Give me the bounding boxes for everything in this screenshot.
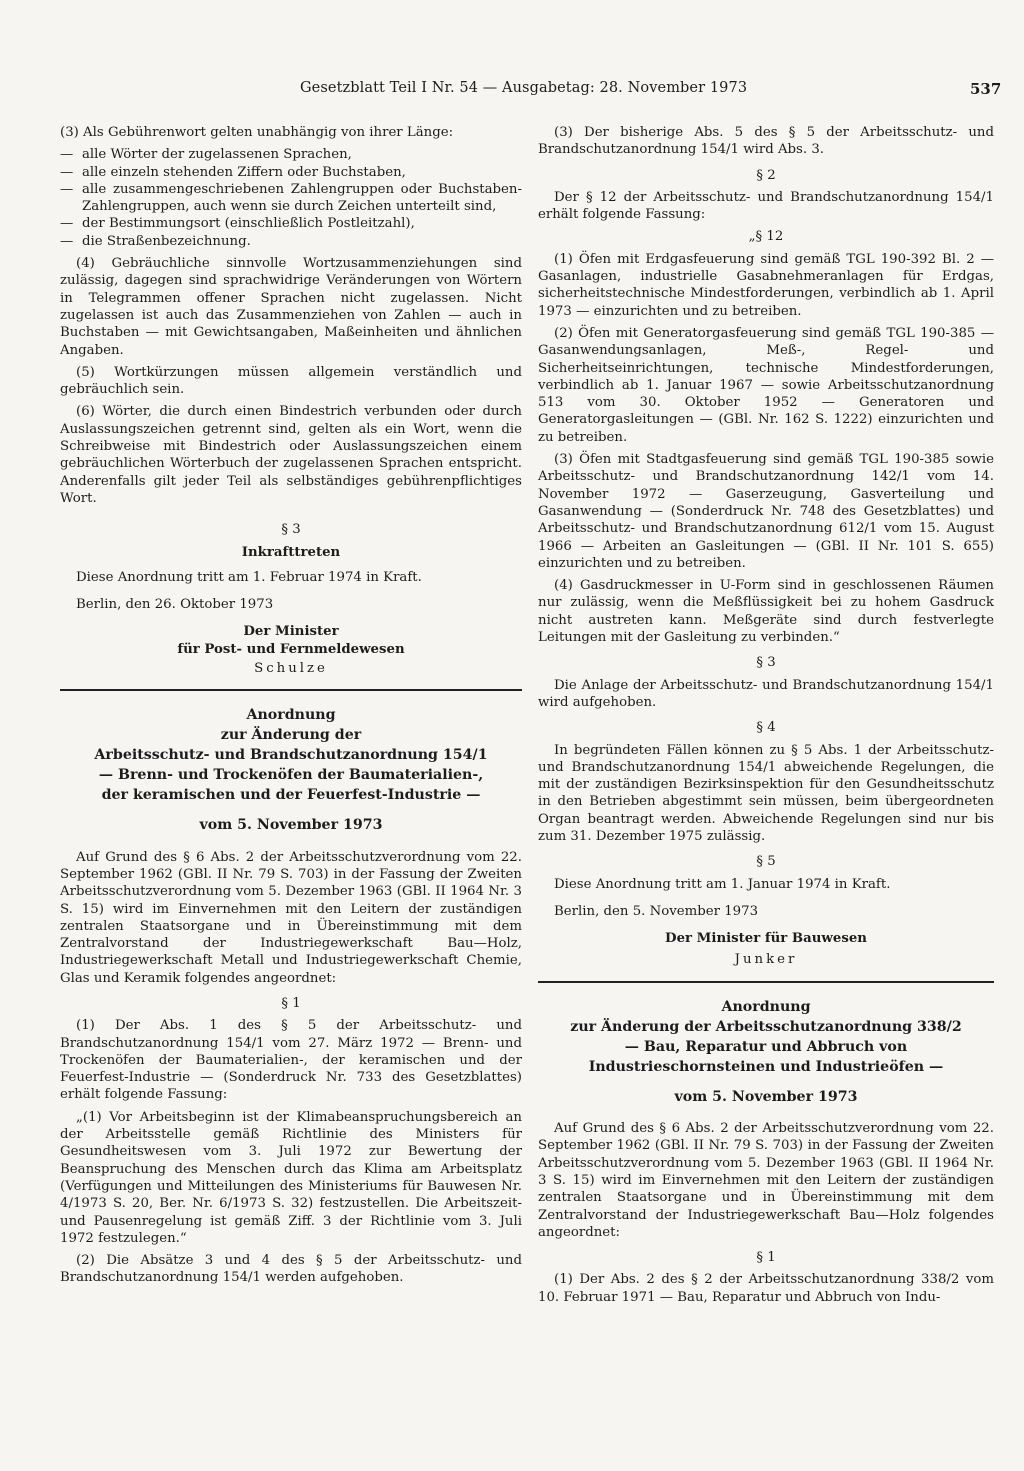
section-4-number: § 4 xyxy=(756,720,776,736)
ordinance-preamble: Auf Grund des § 6 Abs. 2 der Arbeitsschutzverordnung vom 22. September 1962 (GBl. II Nr. 79 S. 703) in der Fassung der Zweiten Arbeitsschutzverordnung vom 5. Dezember 1963 (GBl. II 1964 Nr. 3 S. 15) wird im Einvernehmen mit den Leitern der zuständigen zentralen Staatsorgane und in Übereinstimmung mit dem Zentralvorstand der Industriegewerkschaft Bau—Holz folgendes angeordnet: xyxy=(538,1121,994,1240)
list-item: — der Bestimmungsort (einschließlich Postleitzahl), xyxy=(60,216,415,232)
ordinance-heading: zur Änderung der xyxy=(220,727,362,744)
ordinance-heading: Anordnung xyxy=(721,998,811,1015)
paragraph-4: (4) Gebräuchliche sinnvolle Wortzusammenziehungen sind zulässig, dagegen sind sprachwidrige Veränderungen von Wörtern in Telegrammen offener Sprachen nicht zugelassen. Nicht zugelassen ist auch das Zusammenziehen von Zahlen — auch in Buchstaben — mit Gewichtsangaben, Maßeinheiten und ähnlichen Angaben. xyxy=(60,256,522,358)
ordinance-heading: — Bau, Reparatur und Abbruch von xyxy=(624,1038,908,1055)
ordinance-heading: Arbeitsschutz- und Brandschutzanordnung 154/1 xyxy=(94,747,488,764)
paragraph-3: (3) Der bisherige Abs. 5 des § 5 der Arbeitsschutz- und Brandschutzanordnung 154/1 wird Abs. 3. xyxy=(538,125,994,158)
gazette-title: Gesetzblatt Teil I Nr. 54 — Ausgabetag: 28. November 1973 xyxy=(300,80,748,96)
section-1-text: (1) Der Abs. 2 des § 2 der Arbeitsschutzanordnung 338/2 vom 10. Februar 1971 — Bau, Reparatur und Abbruch von Indu- xyxy=(538,1272,994,1305)
ordinance-heading: Anordnung xyxy=(246,707,336,724)
place-date: Berlin, den 26. Oktober 1973 xyxy=(76,597,274,613)
section-3-number: § 3 xyxy=(281,522,301,538)
list-item: — alle zusammengeschriebenen Zahlengruppen oder Buchstaben-Zahlengruppen, auch wenn sie durch Zeichen unterteilt sind, xyxy=(60,181,522,215)
list-item: — alle Wörter der zugelassenen Sprachen, xyxy=(60,147,352,163)
ordinance-heading: — Brenn- und Trockenöfen der Baumaterialien-, xyxy=(98,767,484,784)
section-1-paragraph-2: (2) Die Absätze 3 und 4 des § 5 der Arbeitsschutz- und Brandschutzanordnung 154/1 werden aufgehoben. xyxy=(60,1253,522,1286)
place-date: Berlin, den 5. November 1973 xyxy=(554,903,759,919)
section-3-text: Diese Anordnung tritt am 1. Februar 1974 in Kraft. xyxy=(76,569,422,585)
section-2-text: Der § 12 der Arbeitsschutz- und Brandschutzanordnung 154/1 erhält folgende Fassung: xyxy=(538,189,994,223)
signature-title: Der Minister xyxy=(243,624,339,640)
paragraph-3-intro: (3) Als Gebührenwort gelten unabhängig von ihrer Länge: xyxy=(60,125,454,140)
section-1-number: § 1 xyxy=(281,995,301,1011)
divider xyxy=(60,689,522,691)
list-item: — alle einzeln stehenden Ziffern oder Buchstaben, xyxy=(60,164,406,180)
section-1-quote: „(1) Vor Arbeitsbeginn ist der Klimabeanspruchungsbereich an der Arbeitsstelle gemäß Richtlinie des Ministers für Gesundheitswesen vom 3. Juli 1972 zur Bewertung der Beanspruchung des Menschen durch das Klima am Arbeitsplatz (Verfügungen und Mitteilungen des Ministeriums für Bauwesen Nr. 4/1973 S. 20, Ber. Nr. 6/1973 S. 32) festzustellen. Die Arbeitszeit- und Pausenregelung ist gemäß Ziff. 3 der Richtlinie vom 3. Juli 1972 festzulegen.“ xyxy=(60,1109,522,1246)
section-4-text: In begründeten Fällen können zu § 5 Abs. 1 der Arbeitsschutz- und Brandschutzanordnung 154/1 abweichende Regelungen, die mit der zuständigen Bezirksinspektion für den Gesundheitsschutz in den Betrieben abgestimmt sein müssen, beim übergeordneten Organ beantragt werden. Abweichende Regelungen sind nur bis zum 31. Dezember 1975 zulässig. xyxy=(538,742,994,844)
ordinance-heading: zur Änderung der Arbeitsschutzanordnung 338/2 xyxy=(570,1018,962,1035)
section-12-number: „§ 12 xyxy=(748,229,784,245)
section-1-number: § 1 xyxy=(756,1250,776,1266)
section-12-paragraph-4: (4) Gasdruckmesser in U-Form sind in geschlossenen Räumen nur zulässig, wenn die Meßflüssigkeit bei zu hohem Gasdruck nicht austreten kann. Meßgeräte sind durch festverlegte Leitungen mit der Gasleitung zu verbinden.“ xyxy=(538,578,994,646)
section-1-paragraph-1: (1) Der Abs. 1 des § 5 der Arbeitsschutz- und Brandschutzanordnung 154/1 vom 27. März 1972 — Brenn- und Trockenöfen der Baumaterialien-, der keramischen und der Feuerfest-Industrie — (Sonderdruck Nr. 733 des Gesetzblattes) erhält folgende Fassung: xyxy=(60,1018,522,1103)
section-12-paragraph-3: (3) Öfen mit Stadtgasfeuerung sind gemäß TGL 190-385 sowie Arbeitsschutz- und Brandschutzanordnung 142/1 vom 14. November 1972 — Gaserzeugung, Gasverteilung und Gasanwendung — (Sonderdruck Nr. 748 des Gesetzblattes) und Arbeitsschutz- und Brandschutzanordnung 612/1 vom 15. August 1966 — Arbeiten an Gasleitungen — (GBl. II Nr. 101 S. 655) einzurichten und zu betreiben. xyxy=(538,452,994,571)
section-5-number: § 5 xyxy=(756,854,776,870)
signature-office: für Post- und Fernmeldewesen xyxy=(177,641,405,657)
page-header xyxy=(0,80,1024,104)
paragraph-6: (6) Wörter, die durch einen Bindestrich verbunden oder durch Auslassungszeichen getrennt sind, gelten als ein Wort, wenn die Schreibweise mit Bindestrich oder Auslassungszeichen einem gebräuchlichen Wörterbuch der zugelassenen Sprachen entspricht. Anderenfalls gilt jeder Teil als selbständiges gebührenpflichtiges Wort. xyxy=(60,404,522,506)
section-5-text: Diese Anordnung tritt am 1. Januar 1974 in Kraft. xyxy=(554,876,891,892)
section-3-text: Die Anlage der Arbeitsschutz- und Brandschutzanordnung 154/1 wird aufgehoben. xyxy=(538,677,994,710)
paragraph-5: (5) Wortkürzungen müssen allgemein verständlich und gebräuchlich sein. xyxy=(60,364,522,398)
ordinance-heading: der keramischen und der Feuerfest-Industrie — xyxy=(101,787,481,804)
right-column xyxy=(538,124,994,1311)
page-number: 537 xyxy=(970,80,1002,98)
ordinance-preamble: Auf Grund des § 6 Abs. 2 der Arbeitsschutzverordnung vom 22. September 1962 (GBl. II Nr. 79 S. 703) in der Fassung der Zweiten Arbeitsschutzverordnung vom 5. Dezember 1963 (GBl. II 1964 Nr. 3 S. 15) wird im Einvernehmen mit den Leitern der zuständigen zentralen Staatsorgane und in Übereinstimmung mit dem Zentralvorstand der Industriegewerkschaft Bau—Holz, Industriegewerkschaft Metall und Industriegewerkschaft Chemie, Glas und Keramik folgendes angeordnet: xyxy=(60,849,522,986)
list-item: — die Straßenbezeichnung. xyxy=(60,233,251,249)
divider xyxy=(538,981,994,983)
section-3-title: Inkrafttreten xyxy=(241,544,341,560)
section-12-paragraph-1: (1) Öfen mit Erdgasfeuerung sind gemäß TGL 190-392 Bl. 2 — Gasanlagen, industrielle Gasabnehmeranlagen für Erdgas, sicherheitstechnische Mindestforderungen, verbindlich ab 1. April 1973 — einzurichten und zu betreiben. xyxy=(538,251,994,319)
signature-name: Schulze xyxy=(254,661,328,677)
signature-name: Junker xyxy=(734,952,798,968)
section-3-number: § 3 xyxy=(756,655,776,671)
section-2-number: § 2 xyxy=(756,167,776,183)
ordinance-date: vom 5. November 1973 xyxy=(674,1088,858,1105)
signature-title: Der Minister für Bauwesen xyxy=(665,931,867,947)
left-column xyxy=(60,124,522,1292)
ordinance-heading: Industrieschornsteinen und Industrieöfen — xyxy=(588,1058,944,1075)
ordinance-date: vom 5. November 1973 xyxy=(199,817,383,834)
section-12-paragraph-2: (2) Öfen mit Generatorgasfeuerung sind gemäß TGL 190-385 — Gasanwendungsanlagen, Meß-, Regel- und Sicherheitseinrichtungen, technische Mindestforderungen, verbindlich ab 1. Januar 1967 — sowie Arbeitsschutzanordnung 513 vom 30. Oktober 1952 — Generatoren und Generatorgasleitungen — (GBl. Nr. 162 S. 1222) einzurichten und zu betreiben. xyxy=(538,325,994,445)
